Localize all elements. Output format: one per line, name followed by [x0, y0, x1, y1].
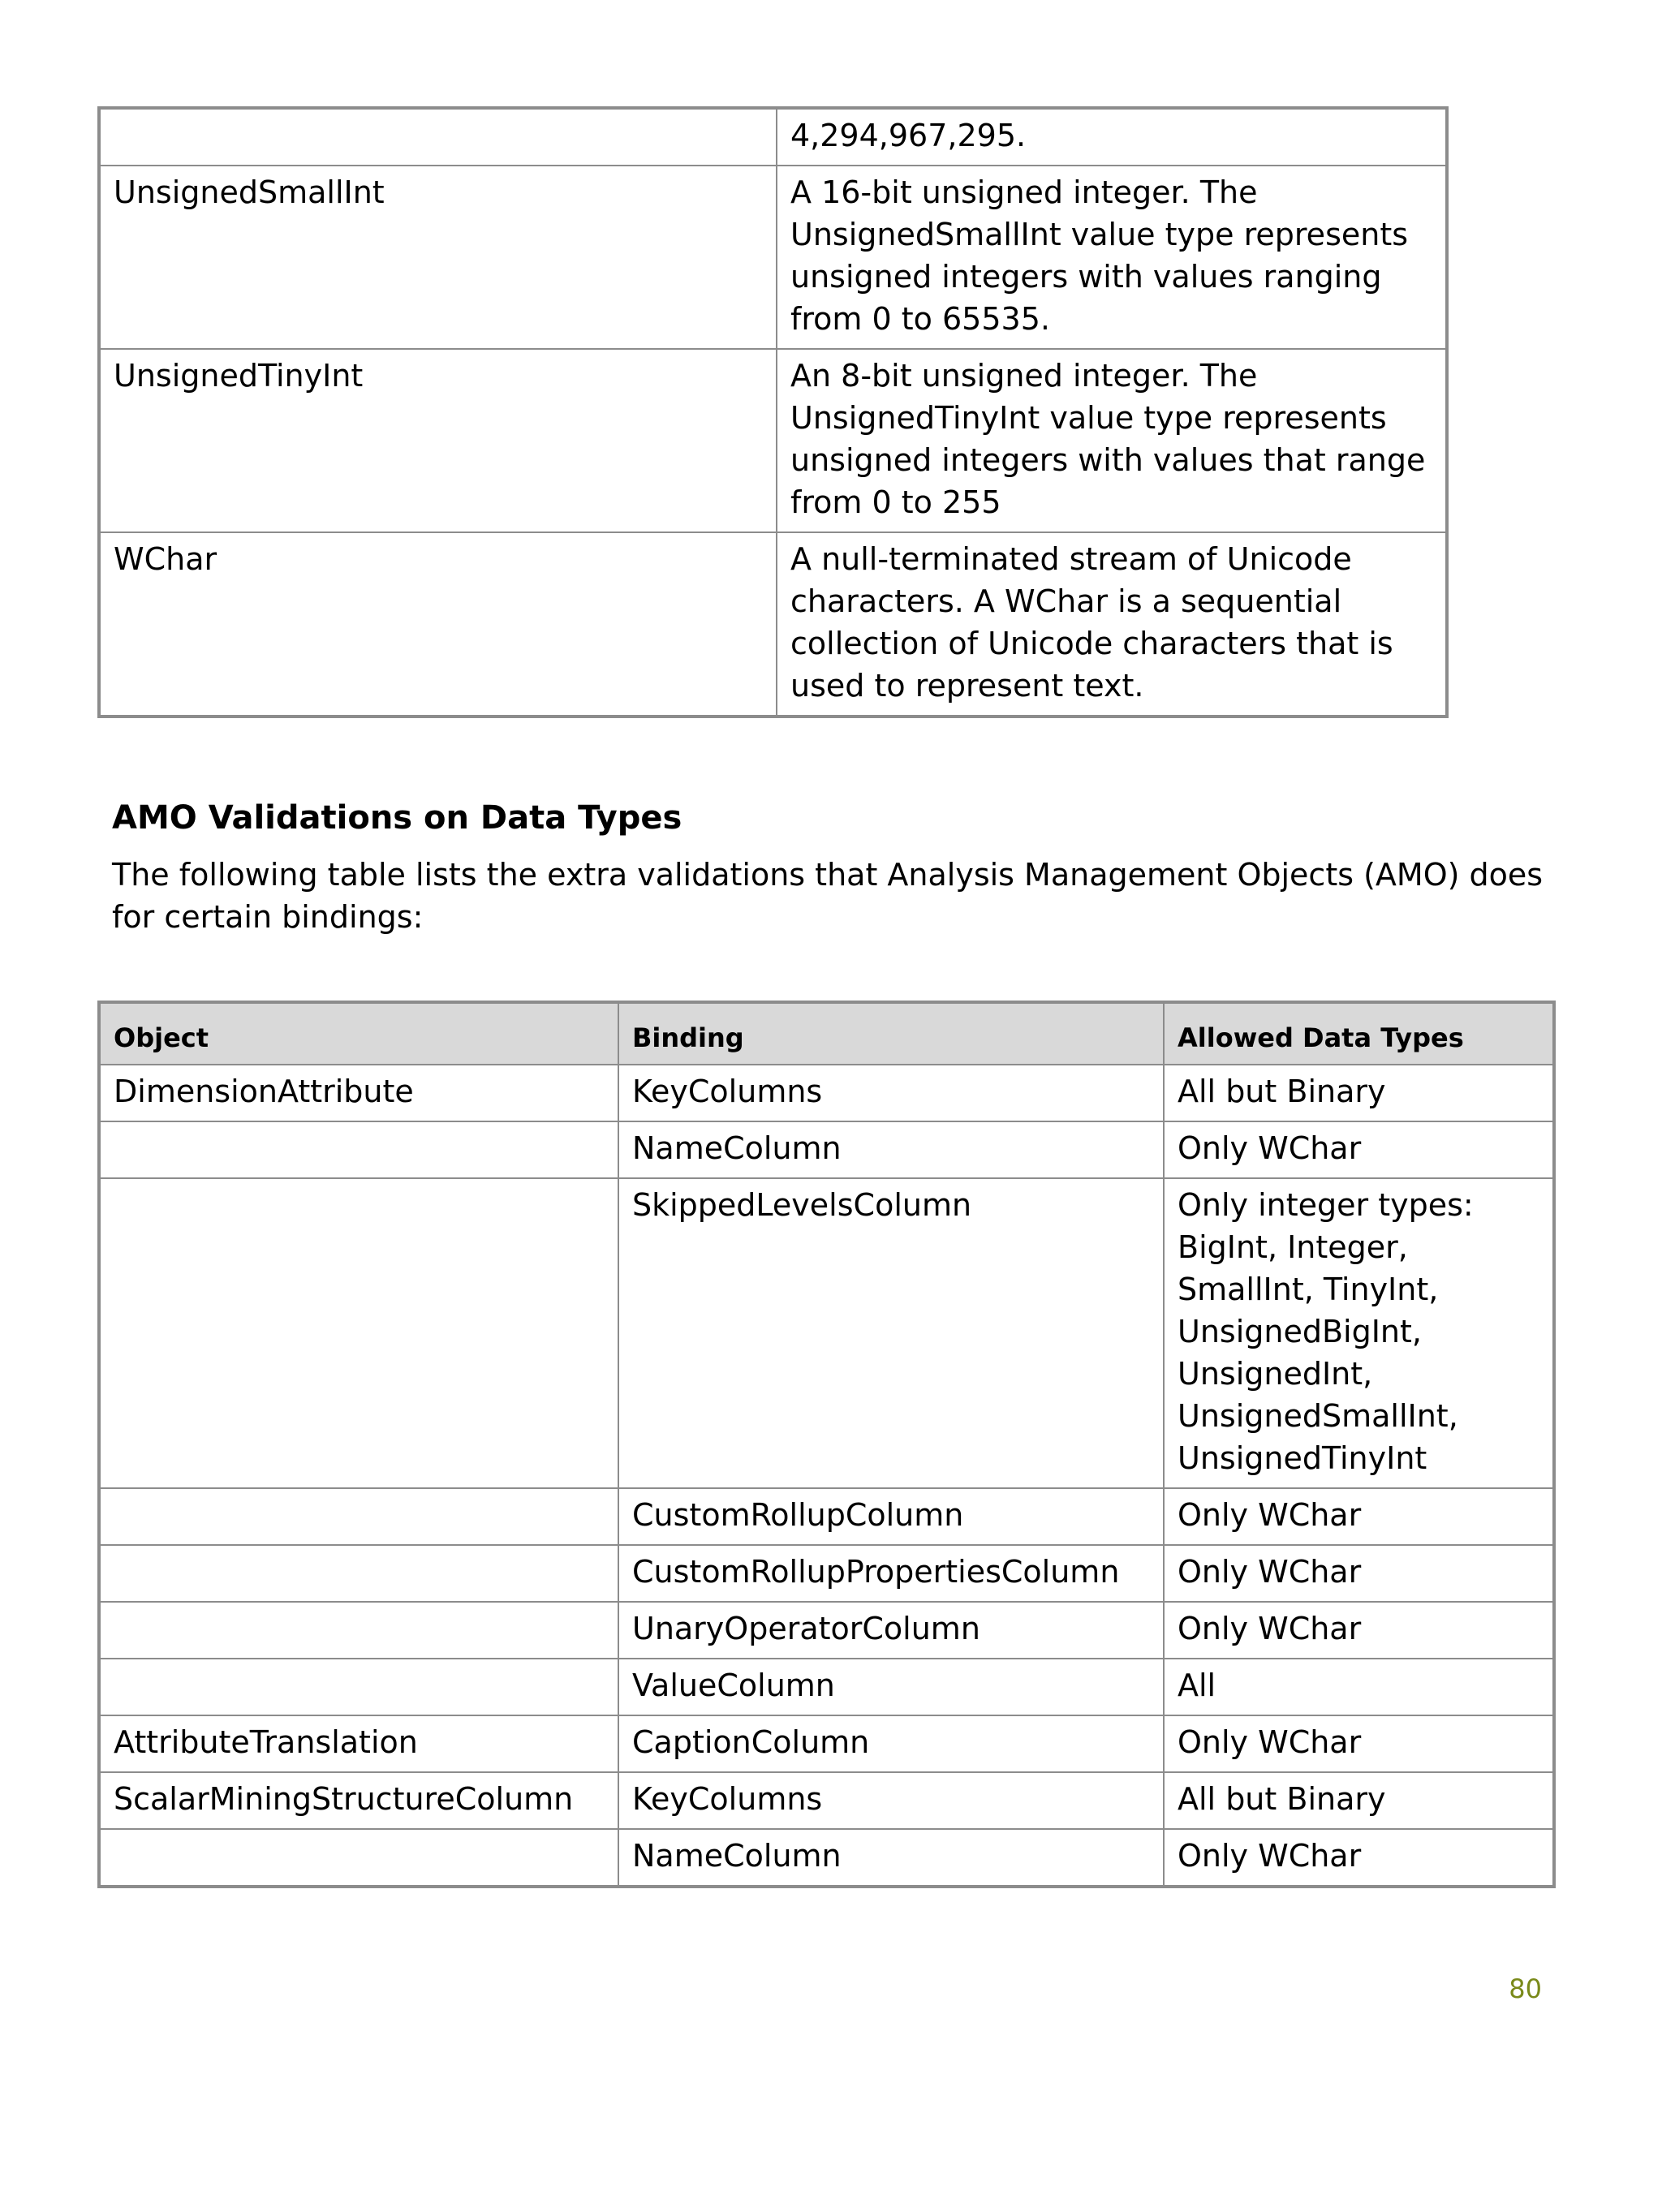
table-row — [99, 532, 1447, 717]
table-row — [99, 1121, 1554, 1178]
object-cell — [99, 1602, 618, 1659]
object-cell — [99, 1488, 618, 1545]
binding-cell: ValueColumn — [618, 1659, 1164, 1715]
table-row — [99, 1545, 1554, 1602]
table-row — [99, 349, 1447, 532]
table-row — [99, 1715, 1554, 1772]
allowed-types-cell: Only WChar — [1164, 1488, 1554, 1545]
table-row — [99, 1829, 1554, 1887]
object-cell — [99, 1121, 618, 1178]
table-header-row — [99, 1002, 1554, 1065]
column-header-object: Object — [99, 1002, 618, 1065]
object-cell — [99, 1659, 618, 1715]
table-row — [99, 1659, 1554, 1715]
amo-validations-table — [97, 1001, 1556, 1888]
type-name-cell: UnsignedTinyInt — [99, 349, 777, 532]
intro-paragraph: The following table lists the extra validations that Analysis Management Objects (AMO) does for certain bindings: — [112, 857, 1544, 935]
page-number: 80 — [1509, 1973, 1542, 2004]
section-heading: AMO Validations on Data Types — [112, 799, 682, 837]
allowed-types-cell: All — [1164, 1659, 1554, 1715]
table-row — [99, 166, 1447, 349]
object-cell — [99, 1178, 618, 1488]
column-header-binding: Binding — [618, 1002, 1164, 1065]
allowed-types-cell: Only WChar — [1164, 1121, 1554, 1178]
table-row — [99, 1065, 1554, 1121]
binding-cell: KeyColumns — [618, 1772, 1164, 1829]
binding-cell: NameColumn — [618, 1829, 1164, 1887]
table-row — [99, 1178, 1554, 1488]
table-row — [99, 108, 1447, 166]
type-description-cell: 4,294,967,295. — [777, 108, 1447, 166]
object-cell: ScalarMiningStructureColumn — [99, 1772, 618, 1829]
table-row — [99, 1772, 1554, 1829]
type-description-cell: An 8-bit unsigned integer. The UnsignedTinyInt value type represents unsigned integers with values that range from 0 to 255 — [777, 349, 1447, 532]
type-name-cell: UnsignedSmallInt — [99, 166, 777, 349]
object-cell — [99, 1829, 618, 1887]
binding-cell: KeyColumns — [618, 1065, 1164, 1121]
allowed-types-cell: Only integer types: BigInt, Integer, SmallInt, TinyInt, UnsignedBigInt, UnsignedInt, UnsignedSmallInt, UnsignedTinyInt — [1164, 1178, 1554, 1488]
column-header-allowed-data-types: Allowed Data Types — [1164, 1002, 1554, 1065]
type-description-cell: A null-terminated stream of Unicode characters. A WChar is a sequential collection of Unicode characters that is used to represent text. — [777, 532, 1447, 717]
data-types-table — [97, 106, 1449, 718]
allowed-types-cell: Only WChar — [1164, 1829, 1554, 1887]
type-description-cell: A 16-bit unsigned integer. The UnsignedSmallInt value type represents unsigned integers with values ranging from 0 to 65535. — [777, 166, 1447, 349]
binding-cell: CustomRollupPropertiesColumn — [618, 1545, 1164, 1602]
object-cell — [99, 1545, 618, 1602]
type-name-cell — [99, 108, 777, 166]
binding-cell: UnaryOperatorColumn — [618, 1602, 1164, 1659]
allowed-types-cell: All but Binary — [1164, 1772, 1554, 1829]
binding-cell: CustomRollupColumn — [618, 1488, 1164, 1545]
allowed-types-cell: Only WChar — [1164, 1602, 1554, 1659]
table-row — [99, 1602, 1554, 1659]
table-row — [99, 1488, 1554, 1545]
allowed-types-cell: Only WChar — [1164, 1545, 1554, 1602]
type-name-cell: WChar — [99, 532, 777, 717]
allowed-types-cell: All but Binary — [1164, 1065, 1554, 1121]
binding-cell: CaptionColumn — [618, 1715, 1164, 1772]
binding-cell: NameColumn — [618, 1121, 1164, 1178]
object-cell: DimensionAttribute — [99, 1065, 618, 1121]
object-cell: AttributeTranslation — [99, 1715, 618, 1772]
binding-cell: SkippedLevelsColumn — [618, 1178, 1164, 1488]
allowed-types-cell: Only WChar — [1164, 1715, 1554, 1772]
